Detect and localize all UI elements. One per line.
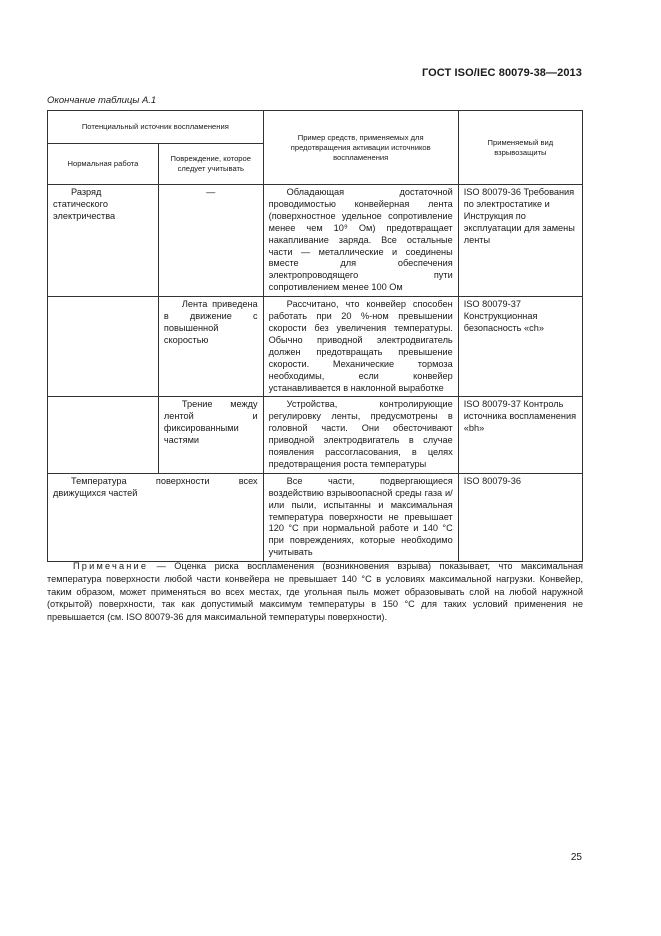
table-caption: Окончание таблицы А.1 — [47, 95, 157, 106]
document-header: ГОСТ ISO/IEC 80079-38—2013 — [421, 67, 582, 79]
cell-protection: ISO 80079-37 Конструкционная безопасность «ch» — [458, 297, 582, 397]
note-text: — Оценка риска воспламенения (возникновения взрыва) показывает, что максимальная температура поверхности любой части конвейера не превышает 140 °С в условиях максимальной нагрузки. Конвейер, таким образом, может применяться во всех местах, где угольная пыль может образовывать слой на любой наружной (открытой) поверхности, так как допустимый максимум температуры в 150 °С для таких условий применения не превышается (см. ISO 80079-36 для максимальной температуры поверхности). — [47, 561, 583, 623]
cell-normal — [48, 397, 159, 473]
table-header-row — [48, 111, 583, 144]
cell-measures: Обладающая достаточной проводимостью конвейерная лента (поверхностное удельное сопротивление менее чем 10⁹ Ом) предотвращает накапливание заряда. Все остальные части — металлические и соединены вместе для обеспечения электропроводящего пути сопротивлением менее 100 Ом — [263, 185, 458, 297]
table-row — [48, 473, 583, 561]
cell-measures: Устройства, контролирующие регулировку ленты, предусмотрены в головной части. Они обесточивают приводной электродвигатель в случае появления рассогласования, в целях предотвращения роста температуры — [263, 397, 458, 473]
table-row — [48, 185, 583, 297]
header-protection: Применяемый вид взрывозащиты — [458, 111, 582, 185]
cell-normal — [48, 297, 159, 397]
header-measures: Пример средств, применяемых для предотвращения активации источников воспламенения — [263, 111, 458, 185]
table-row — [48, 397, 583, 473]
header-source-group: Потенциальный источник воспламенения — [48, 111, 264, 144]
ignition-sources-table — [47, 110, 583, 562]
cell-protection: ISO 80079-37 Контроль источника воспламенения «bh» — [458, 397, 582, 473]
cell-normal-span: Температура поверхности всех движущихся частей — [48, 473, 264, 561]
cell-damage: Лента приведена в движение с повышенной скоростью — [158, 297, 263, 397]
cell-protection: ISO 80079-36 Требования по электростатике и Инструкция по эксплуатации для замены ленты — [458, 185, 582, 297]
cell-damage: — — [158, 185, 263, 297]
header-damage: Повреждение, которое следует учитывать — [158, 144, 263, 185]
cell-measures: Рассчитано, что конвейер способен работать при 20 %-ном превышении скорости без увеличения температуры. Обычно приводной электродвигатель должен предотвращать превышение скорости. Механические тормоза необходимы, если конвейер устанавливается в наклонной выработке — [263, 297, 458, 397]
cell-protection: ISO 80079-36 — [458, 473, 582, 561]
table-row — [48, 297, 583, 397]
page-number: 25 — [570, 852, 582, 863]
note-label: Примечание — [73, 561, 149, 571]
table-note — [47, 560, 583, 624]
header-normal: Нормальная работа — [48, 144, 159, 185]
cell-measures: Все части, подвергающиеся воздействию взрывоопасной среды газа и/или пыли, испытанны и максимальная температура поверхности не превышает 120 °С при нормальной работе и 140 °С при повреждениях, которые необходимо учитывать — [263, 473, 458, 561]
cell-damage: Трение между лентой и фиксированными частями — [158, 397, 263, 473]
cell-normal: Разряд статического электричества — [48, 185, 159, 297]
